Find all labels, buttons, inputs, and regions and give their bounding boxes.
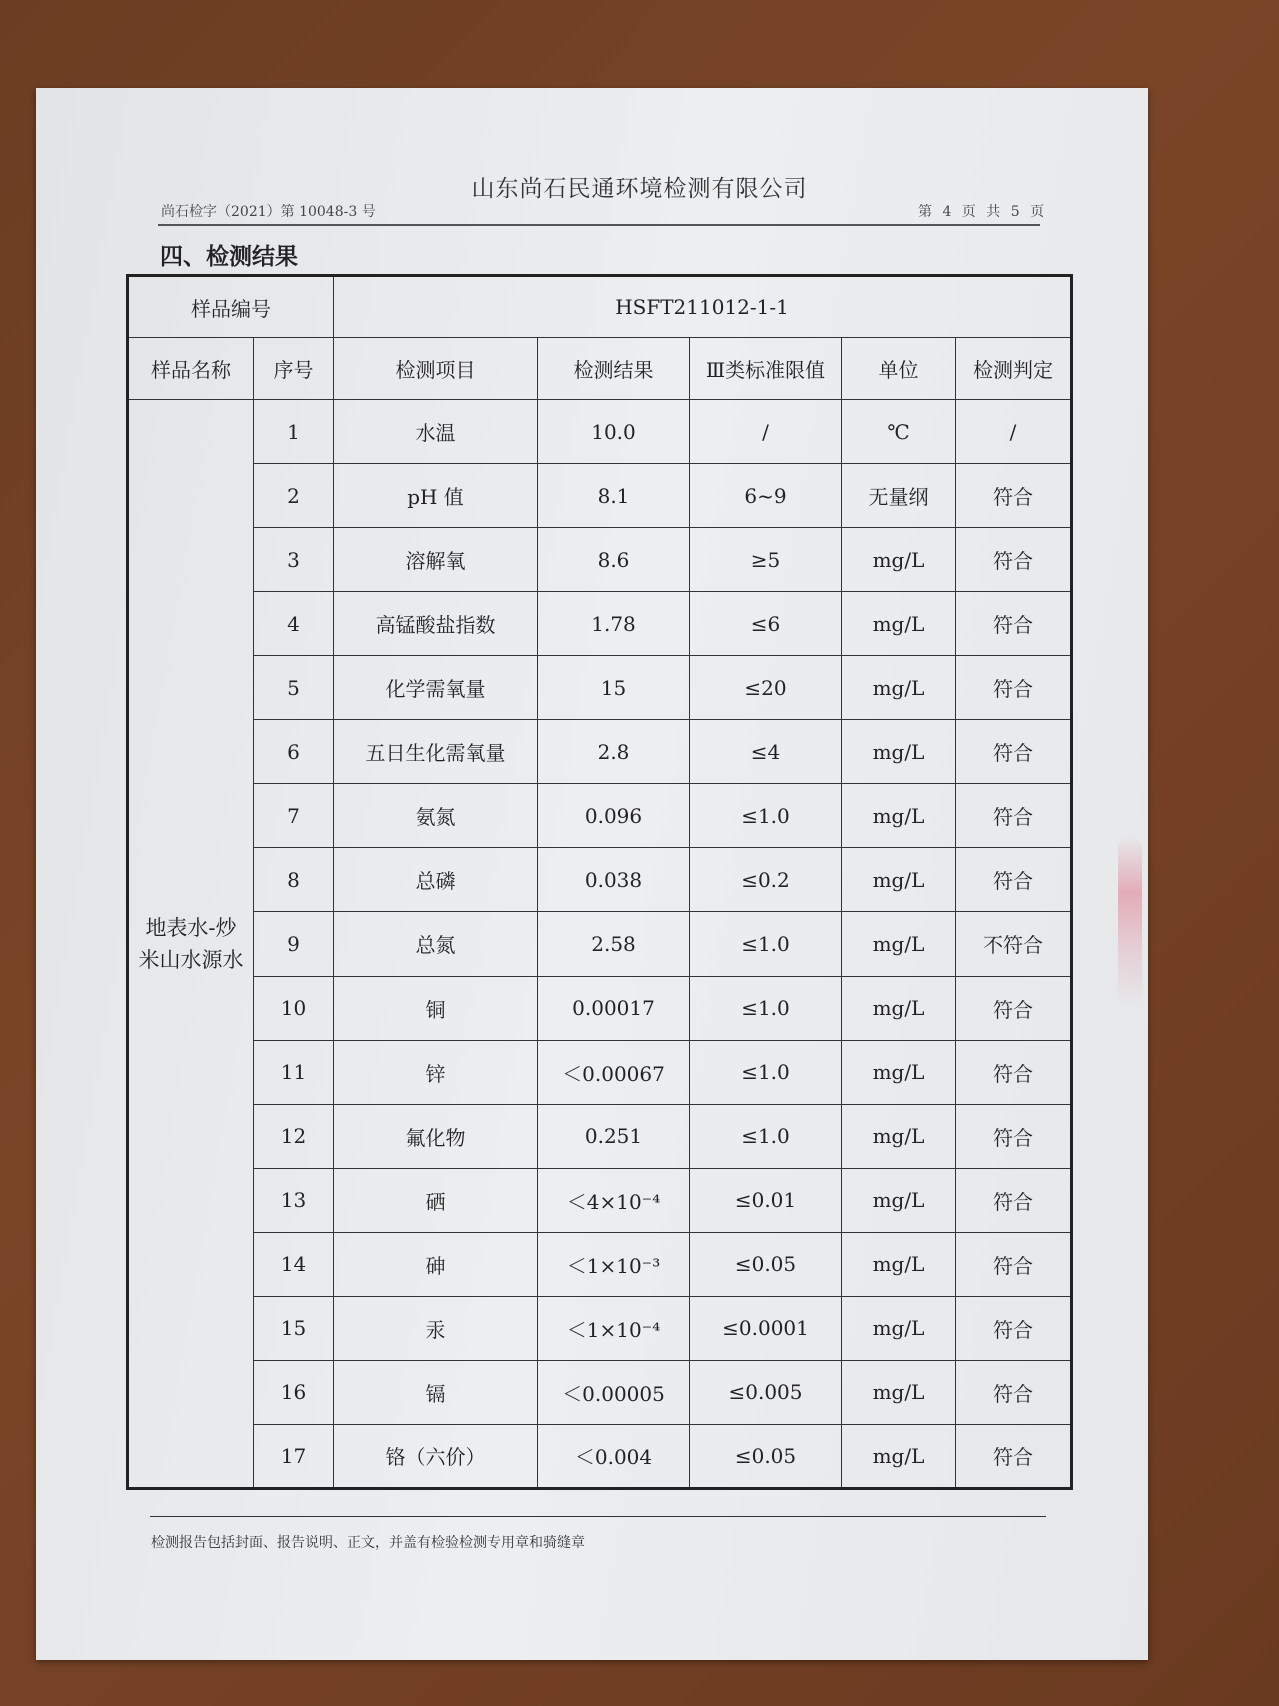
cell-judgement: 符合 (956, 656, 1072, 720)
cell-item: 镉 (334, 1360, 538, 1424)
cell-number: 3 (254, 528, 334, 592)
header-divider (158, 224, 1040, 226)
cell-number: 12 (254, 1104, 334, 1168)
cell-result: ＜0.00005 (538, 1360, 690, 1424)
table-row (128, 1296, 1072, 1360)
cell-result: 1.78 (538, 592, 690, 656)
cell-result: 2.8 (538, 720, 690, 784)
footer-note: 检测报告包括封面、报告说明、正文，并盖有检验检测专用章和骑缝章 (151, 1535, 585, 1551)
cell-judgement: 符合 (956, 592, 1072, 656)
cell-result: 15 (538, 656, 690, 720)
table-row (128, 464, 1072, 528)
table-row (128, 656, 1072, 720)
cell-limit: ≤1.0 (690, 784, 842, 848)
table-row (128, 592, 1072, 656)
cell-limit: ≤20 (690, 656, 842, 720)
cell-number: 4 (254, 592, 334, 656)
cell-number: 2 (254, 464, 334, 528)
cell-judgement: 符合 (956, 1232, 1072, 1296)
cell-number: 8 (254, 848, 334, 912)
cell-number: 9 (254, 912, 334, 976)
col-header-item: 检测项目 (334, 338, 538, 400)
cell-judgement: 符合 (956, 1424, 1072, 1488)
section-title: 四、检测结果 (160, 243, 298, 270)
cell-limit: ≤0.0001 (690, 1296, 842, 1360)
cell-number: 11 (254, 1040, 334, 1104)
cell-judgement: 符合 (956, 1360, 1072, 1424)
cell-limit: 6~9 (690, 464, 842, 528)
cell-unit: mg/L (842, 528, 956, 592)
cell-result: 0.038 (538, 848, 690, 912)
cell-limit: ≥5 (690, 528, 842, 592)
table-row (128, 1040, 1072, 1104)
cell-result: 8.1 (538, 464, 690, 528)
cell-unit: mg/L (842, 1104, 956, 1168)
table-row (128, 528, 1072, 592)
cell-number: 13 (254, 1168, 334, 1232)
cell-item: 总氮 (334, 912, 538, 976)
cell-number: 14 (254, 1232, 334, 1296)
cell-item: 氨氮 (334, 784, 538, 848)
column-header-row (128, 338, 1072, 400)
company-name: 山东尚石民通环境检测有限公司 (471, 176, 808, 202)
cell-limit: ≤0.005 (690, 1360, 842, 1424)
cell-limit: / (690, 400, 842, 464)
table-row (128, 1360, 1072, 1424)
cell-result: 8.6 (538, 528, 690, 592)
cell-item: 铜 (334, 976, 538, 1040)
cell-unit: mg/L (842, 848, 956, 912)
cell-unit: mg/L (842, 592, 956, 656)
cell-item: 总磷 (334, 848, 538, 912)
cell-result: 10.0 (538, 400, 690, 464)
cell-judgement: 符合 (956, 528, 1072, 592)
cell-item: 氟化物 (334, 1104, 538, 1168)
cell-unit: mg/L (842, 1424, 956, 1488)
cell-result: 0.00017 (538, 976, 690, 1040)
cell-result: ＜1×10⁻⁴ (538, 1296, 690, 1360)
cell-judgement: 符合 (956, 1040, 1072, 1104)
cell-judgement: 符合 (956, 1168, 1072, 1232)
cell-judgement: 不符合 (956, 912, 1072, 976)
col-header-limit: Ⅲ类标准限值 (690, 338, 842, 400)
table-row (128, 720, 1072, 784)
cell-unit: mg/L (842, 976, 956, 1040)
cell-unit: mg/L (842, 1040, 956, 1104)
cell-limit: ≤0.01 (690, 1168, 842, 1232)
footer-divider (150, 1516, 1046, 1517)
cell-number: 7 (254, 784, 334, 848)
cell-unit: mg/L (842, 656, 956, 720)
cell-item: 砷 (334, 1232, 538, 1296)
cell-limit: ≤1.0 (690, 912, 842, 976)
cell-unit: mg/L (842, 1168, 956, 1232)
cell-unit: mg/L (842, 1360, 956, 1424)
table-row (128, 912, 1072, 976)
cell-item: 硒 (334, 1168, 538, 1232)
col-header-number: 序号 (254, 338, 334, 400)
cell-judgement: 符合 (956, 1104, 1072, 1168)
cell-item: 汞 (334, 1296, 538, 1360)
cell-unit: mg/L (842, 912, 956, 976)
cell-limit: ≤6 (690, 592, 842, 656)
cell-number: 16 (254, 1360, 334, 1424)
cell-unit: mg/L (842, 784, 956, 848)
cell-number: 5 (254, 656, 334, 720)
cell-limit: ≤4 (690, 720, 842, 784)
cell-item: 化学需氧量 (334, 656, 538, 720)
cell-judgement: 符合 (956, 464, 1072, 528)
cell-judgement: 符合 (956, 848, 1072, 912)
cell-result: ＜1×10⁻³ (538, 1232, 690, 1296)
cell-number: 6 (254, 720, 334, 784)
cell-limit: ≤1.0 (690, 1040, 842, 1104)
cell-unit: mg/L (842, 1232, 956, 1296)
col-header-result: 检测结果 (538, 338, 690, 400)
cell-result: ＜4×10⁻⁴ (538, 1168, 690, 1232)
cell-item: 水温 (334, 400, 538, 464)
cell-judgement: 符合 (956, 1296, 1072, 1360)
cell-result: ＜0.00067 (538, 1040, 690, 1104)
table-row (128, 400, 1072, 464)
col-header-sample-name: 样品名称 (128, 338, 254, 400)
cell-judgement: / (956, 400, 1072, 464)
cell-judgement: 符合 (956, 720, 1072, 784)
results-table-body (128, 276, 1072, 1489)
cell-judgement: 符合 (956, 976, 1072, 1040)
sample-id-row (128, 276, 1072, 338)
cell-result: 0.251 (538, 1104, 690, 1168)
cell-item: 锌 (334, 1040, 538, 1104)
cell-number: 10 (254, 976, 334, 1040)
col-header-unit: 单位 (842, 338, 956, 400)
cell-judgement: 符合 (956, 784, 1072, 848)
sample-id-value: HSFT211012-1-1 (334, 276, 1072, 338)
table-row (128, 976, 1072, 1040)
cell-number: 17 (254, 1424, 334, 1488)
table-row (128, 1104, 1072, 1168)
cell-result: ＜0.004 (538, 1424, 690, 1488)
cell-number: 1 (254, 400, 334, 464)
cell-item: 铬（六价） (334, 1424, 538, 1488)
sample-name-cell: 地表水-炒米山水源水 (128, 400, 254, 1489)
cell-unit: mg/L (842, 720, 956, 784)
cell-result: 0.096 (538, 784, 690, 848)
seam-stamp (1118, 836, 1142, 1006)
table-row (128, 1168, 1072, 1232)
cell-item: 溶解氧 (334, 528, 538, 592)
cell-unit: 无量纲 (842, 464, 956, 528)
sample-id-label: 样品编号 (128, 276, 334, 338)
table-row (128, 1232, 1072, 1296)
cell-unit: ℃ (842, 400, 956, 464)
document-number: 尚石检字（2021）第 10048-3 号 (161, 204, 376, 220)
table-row (128, 848, 1072, 912)
col-header-judgement: 检测判定 (956, 338, 1072, 400)
cell-number: 15 (254, 1296, 334, 1360)
cell-limit: ≤0.2 (690, 848, 842, 912)
cell-item: pH 值 (334, 464, 538, 528)
cell-unit: mg/L (842, 1296, 956, 1360)
cell-item: 五日生化需氧量 (334, 720, 538, 784)
cell-item: 高锰酸盐指数 (334, 592, 538, 656)
cell-limit: ≤0.05 (690, 1232, 842, 1296)
page-indicator: 第 4 页 共 5 页 (918, 204, 1048, 220)
table-row (128, 784, 1072, 848)
cell-limit: ≤1.0 (690, 976, 842, 1040)
cell-limit: ≤0.05 (690, 1424, 842, 1488)
table-row (128, 1424, 1072, 1488)
cell-result: 2.58 (538, 912, 690, 976)
cell-limit: ≤1.0 (690, 1104, 842, 1168)
results-table (126, 274, 1073, 1490)
